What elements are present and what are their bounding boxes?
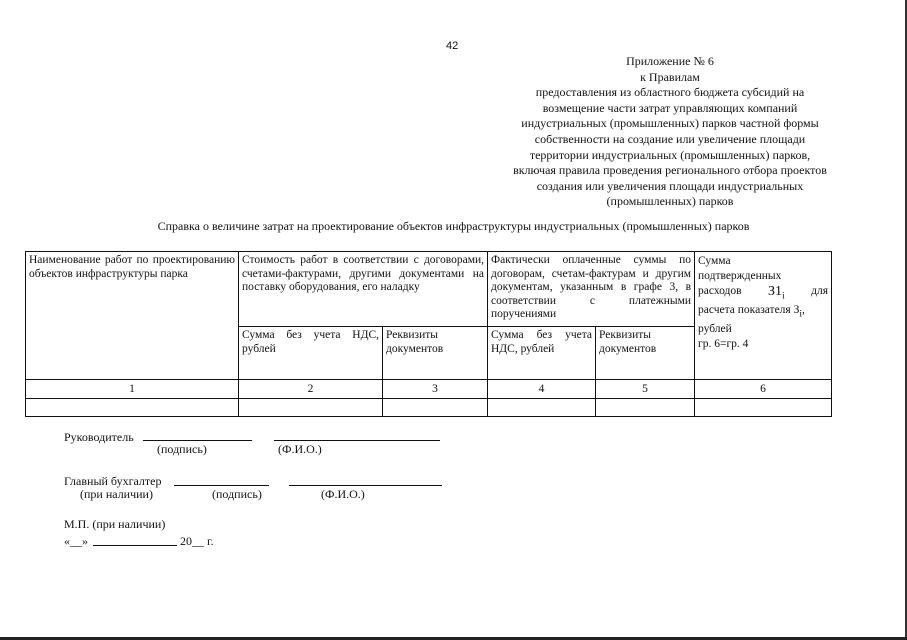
fio-caption: (Ф.И.О.) <box>321 487 365 501</box>
appendix-line: к Правилам <box>640 69 700 84</box>
date-month-line[interactable] <box>93 545 177 546</box>
appendix-line: возмещение части затрат управляющих компаний <box>542 100 798 115</box>
fio-caption: (Ф.И.О.) <box>278 442 322 456</box>
subheader-sum-paid: Сумма без учета НДС, рублей <box>488 327 596 380</box>
empty-cell[interactable] <box>596 399 695 417</box>
empty-cell[interactable] <box>239 399 383 417</box>
column-number: 5 <box>596 380 695 399</box>
accountant-signature-line[interactable] <box>174 485 269 486</box>
signature-caption: (подпись) <box>212 487 262 501</box>
appendix-line: территории индустриальных (промышленных) парков, <box>529 147 811 162</box>
appendix-line: Приложение № 6 <box>626 54 714 68</box>
head-signature-line[interactable] <box>143 440 252 441</box>
head-fio-line[interactable] <box>274 440 440 441</box>
header-confirmed-row: расчета показателя $З_i$, <box>698 304 805 320</box>
empty-cell[interactable] <box>488 399 596 417</box>
header-cost: Стоимость работ в соответствии с договорами, счетами-фактурами, другими документами на поставку оборудования, его наладку <box>239 252 488 327</box>
header-confirmed-line: подтвержденных <box>698 270 782 282</box>
header-confirmed-sum <box>695 252 832 380</box>
subheader-sum-cost: Сумма без учета НДС, рублей <box>239 327 383 380</box>
empty-cell[interactable] <box>695 399 832 417</box>
appendix-header <box>490 54 850 210</box>
header-confirmed-line: гр. 6=гр. 4 <box>698 337 749 350</box>
subheader-requisites-paid: Реквизиты документов <box>596 327 695 380</box>
header-confirmed-word: расходов <box>698 285 742 297</box>
empty-cell[interactable] <box>383 399 488 417</box>
if-any-caption: (при наличии) <box>80 487 153 501</box>
appendix-line: индустриальных (промышленных) парков частной формы <box>521 116 819 131</box>
appendix-line: создания или увеличения площади индустриальных <box>536 178 804 193</box>
subheader-requisites-cost: Реквизиты документов <box>383 327 488 380</box>
appendix-line: включая правила проведения регионального отбора проектов <box>513 163 827 178</box>
header-confirmed-symbol: $З1_i$ <box>768 284 785 302</box>
appendix-line: собственности на создание или увеличение площади <box>534 131 806 146</box>
cost-table <box>25 251 832 417</box>
appendix-line: предоставления из областного бюджета субсидий на <box>535 85 805 100</box>
stamp-label: М.П. (при наличии) <box>64 517 166 531</box>
date-year: 20__ г. <box>180 534 214 548</box>
empty-cell[interactable] <box>26 399 239 417</box>
document-title: Справка о величине затрат на проектирование объектов инфраструктуры индустриальных (промышленных) парков <box>157 219 750 233</box>
page-number: 42 <box>446 40 459 52</box>
header-paid: Фактически оплаченные суммы по договорам, счетам-фактурам и другим документам, указанным в графе 3, в соответствии с платежными поручениями <box>488 252 695 327</box>
header-confirmed-word: для <box>811 285 829 297</box>
header-confirmed-row <box>698 284 828 303</box>
header-confirmed-line: Сумма <box>698 255 731 267</box>
column-number: 2 <box>239 380 383 399</box>
accountant-fio-line[interactable] <box>289 485 442 486</box>
signature-caption: (подпись) <box>157 442 207 456</box>
accountant-label: Главный бухгалтер <box>64 474 162 488</box>
column-number: 4 <box>488 380 596 399</box>
head-label: Руководитель <box>64 430 134 444</box>
header-work-name: Наименование работ по проектированию объектов инфраструктуры парка <box>26 252 239 380</box>
column-number: 3 <box>383 380 488 399</box>
column-number: 1 <box>26 380 239 399</box>
header-confirmed-line: рублей <box>698 322 732 335</box>
appendix-line: (промышленных) парков <box>606 194 734 209</box>
date-day: «__» <box>64 534 88 548</box>
column-number: 6 <box>695 380 832 399</box>
